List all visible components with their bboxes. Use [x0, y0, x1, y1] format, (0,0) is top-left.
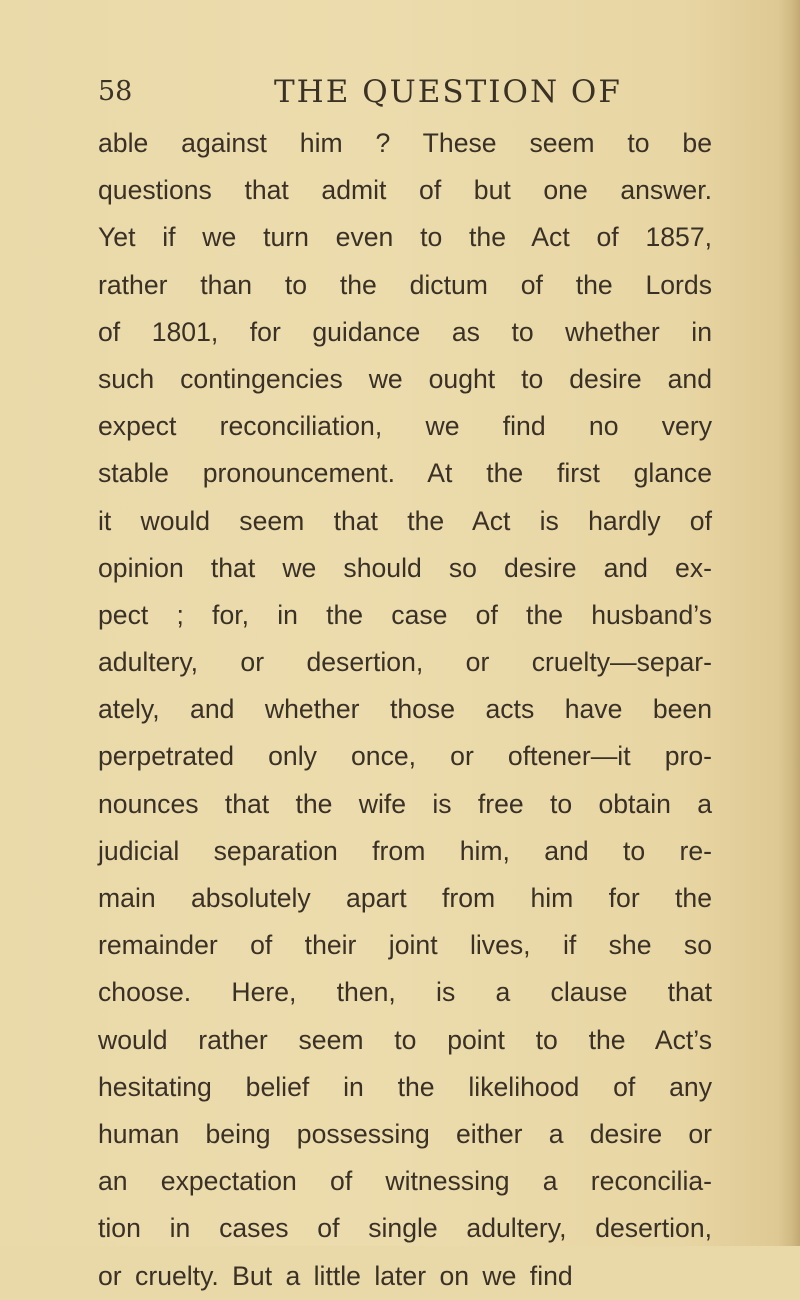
text-line: an expectation of witnessing a reconcilia- [98, 1166, 712, 1197]
text-line: pect ; for, in the case of the husband’s [98, 599, 712, 630]
running-head: THE QUESTION OF [274, 74, 622, 110]
text-line: able against him ? These seem to be [98, 128, 712, 158]
text-line: expect reconciliation, we find no very [98, 411, 712, 442]
text-line: nounces that the wife is free to obtain a [98, 788, 712, 819]
text-line: adultery, or desertion, or cruelty—separ- [98, 647, 712, 678]
text-line: remainder of their joint lives, if she so [98, 930, 712, 961]
text-line: ately, and whether those acts have been [98, 694, 712, 725]
page-number: 58 [98, 76, 133, 107]
text-line: would rather seem to point to the Act’s [98, 1024, 712, 1055]
text-line: tion in cases of single adultery, desertion, [98, 1213, 712, 1244]
text-line: hesitating belief in the likelihood of any [98, 1071, 712, 1102]
text-line: opinion that we should so desire and ex- [98, 552, 712, 583]
page-edge-shadow [778, 0, 800, 1246]
text-line: such contingencies we ought to desire and [98, 363, 712, 394]
text-line: Yet if we turn even to the Act of 1857, [98, 222, 712, 253]
text-line: questions that admit of but one answer. [98, 175, 712, 206]
body-text [98, 120, 712, 1300]
text-line: or cruelty. But a little later on we find [98, 1260, 573, 1291]
page-header [98, 70, 698, 116]
text-line: choose. Here, then, is a clause that [98, 977, 712, 1008]
text-line: stable pronouncement. At the first glance [98, 458, 712, 489]
text-line: human being possessing either a desire or [98, 1118, 712, 1149]
text-line: main absolutely apart from him for the [98, 883, 712, 913]
text-line: it would seem that the Act is hardly of [98, 505, 712, 536]
text-line: judicial separation from him, and to re- [98, 835, 712, 866]
text-line: rather than to the dictum of the Lords [98, 269, 712, 300]
text-line: perpetrated only once, or oftener—it pro- [98, 741, 712, 772]
text-line: of 1801, for guidance as to whether in [98, 316, 712, 347]
